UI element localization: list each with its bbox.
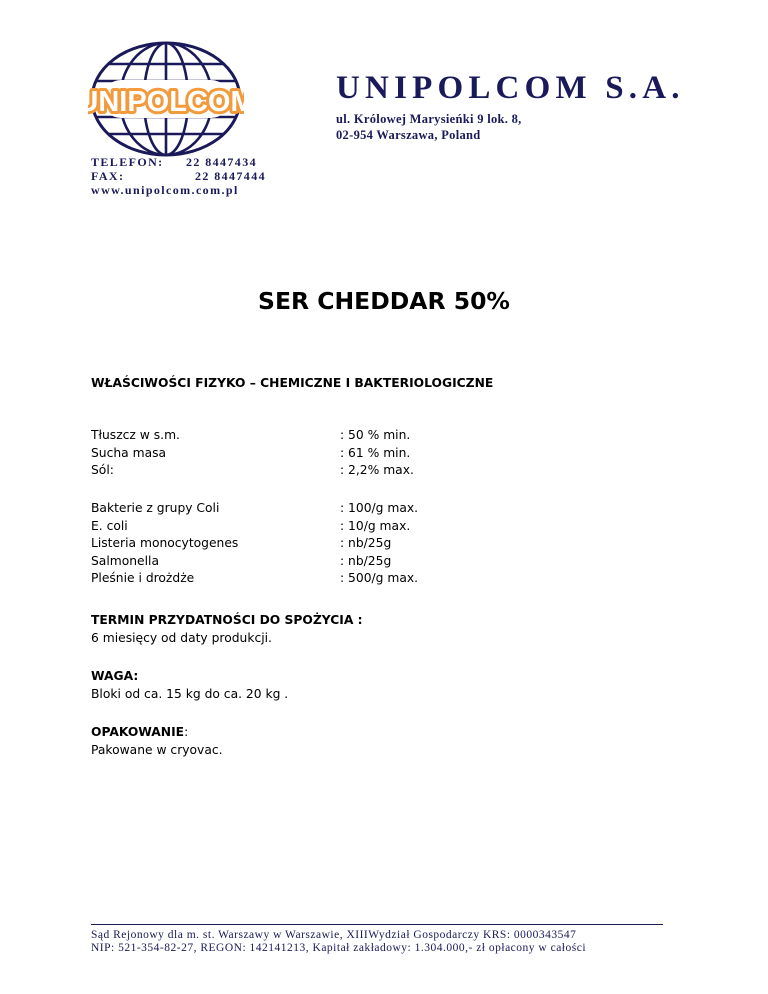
website-link[interactable]: www.unipolcom.com.pl — [91, 183, 239, 197]
property-value: : 61 % min. — [340, 445, 411, 460]
properties-heading: WŁAŚCIWOŚCI FIZYKO – CHEMICZNE I BAKTERIOLOGICZNE — [91, 376, 494, 390]
packaging-colon: : — [184, 725, 189, 739]
footer-divider — [91, 924, 663, 925]
property-row — [91, 535, 418, 553]
property-row — [91, 462, 414, 480]
property-value: : nb/25g — [340, 553, 392, 568]
chemical-properties — [91, 427, 414, 480]
property-name: Bakterie z grupy Coli — [91, 501, 220, 515]
packaging-text: Pakowane w cryovac. — [91, 742, 223, 757]
footer-line: NIP: 521-354-82-27, REGON: 142141213, Kapitał zakładowy: 1.304.000,- zł opłacony w całości — [91, 942, 587, 954]
property-name: Sól: — [91, 463, 114, 477]
weight-heading: WAGA: — [91, 669, 139, 683]
weight-section — [91, 668, 288, 703]
property-value: : 500/g max. — [340, 571, 419, 585]
property-value: : 50 % min. — [340, 428, 411, 442]
fax-value: 22 8447444 — [195, 169, 266, 183]
contact-info — [91, 155, 266, 197]
svg-text:UNIPOLCOM: NIPOLCOM — [98, 86, 244, 118]
phone-row — [91, 155, 266, 169]
property-name: Listeria monocytogenes — [91, 536, 239, 550]
shelf-life-heading: TERMIN PRZYDATNOŚCI DO SPOŻYCIA : — [91, 613, 363, 627]
property-name: E. coli — [91, 518, 128, 533]
company-logo — [88, 40, 244, 158]
shelf-life-section — [91, 612, 363, 647]
property-value: : nb/25g — [340, 536, 392, 550]
property-name: Pleśnie i drożdże — [91, 571, 195, 585]
property-row — [91, 445, 414, 463]
shelf-life-text: 6 miesięcy od daty produkcji. — [91, 630, 272, 645]
company-address — [336, 111, 522, 143]
property-row — [91, 518, 418, 536]
fax-row — [91, 169, 266, 183]
address-line: ul. Królowej Marysieńki 9 lok. 8, — [336, 112, 522, 126]
property-name: Salmonella — [91, 553, 159, 568]
company-name: UNIPOLCOM S.A. — [336, 70, 685, 106]
property-name: Tłuszcz w s.m. — [91, 428, 180, 442]
address-line: 02-954 Warszawa, Poland — [336, 128, 481, 142]
product-title: SER CHEDDAR 50% — [258, 287, 510, 315]
property-row — [91, 500, 418, 518]
fax-label: FAX: — [91, 169, 125, 183]
packaging-heading: OPAKOWANIE — [91, 725, 185, 739]
phone-value: 22 8447434 — [186, 155, 257, 169]
footer-registration — [91, 929, 586, 955]
weight-text: Bloki od ca. 15 kg do ca. 20 kg . — [91, 686, 289, 701]
property-row — [91, 570, 418, 588]
packaging-section — [91, 724, 223, 759]
property-name: Sucha masa — [91, 445, 167, 460]
bacteriological-properties — [91, 500, 418, 588]
property-value: : 2,2% max. — [340, 463, 414, 477]
property-value: : 10/g max. — [340, 518, 411, 533]
property-row — [91, 553, 418, 571]
footer-line: Sąd Rejonowy dla m. st. Warszawy w Warszawie, XIIIWydział Gospodarczy KRS: 0000343547 — [91, 929, 577, 941]
property-row — [91, 427, 414, 445]
svg-text:UNIPOLCOM: NIPOLCOM — [98, 86, 244, 118]
phone-label: TELEFON: — [91, 155, 164, 169]
globe-logo-icon — [88, 40, 244, 158]
property-value: : 100/g max. — [340, 501, 419, 515]
